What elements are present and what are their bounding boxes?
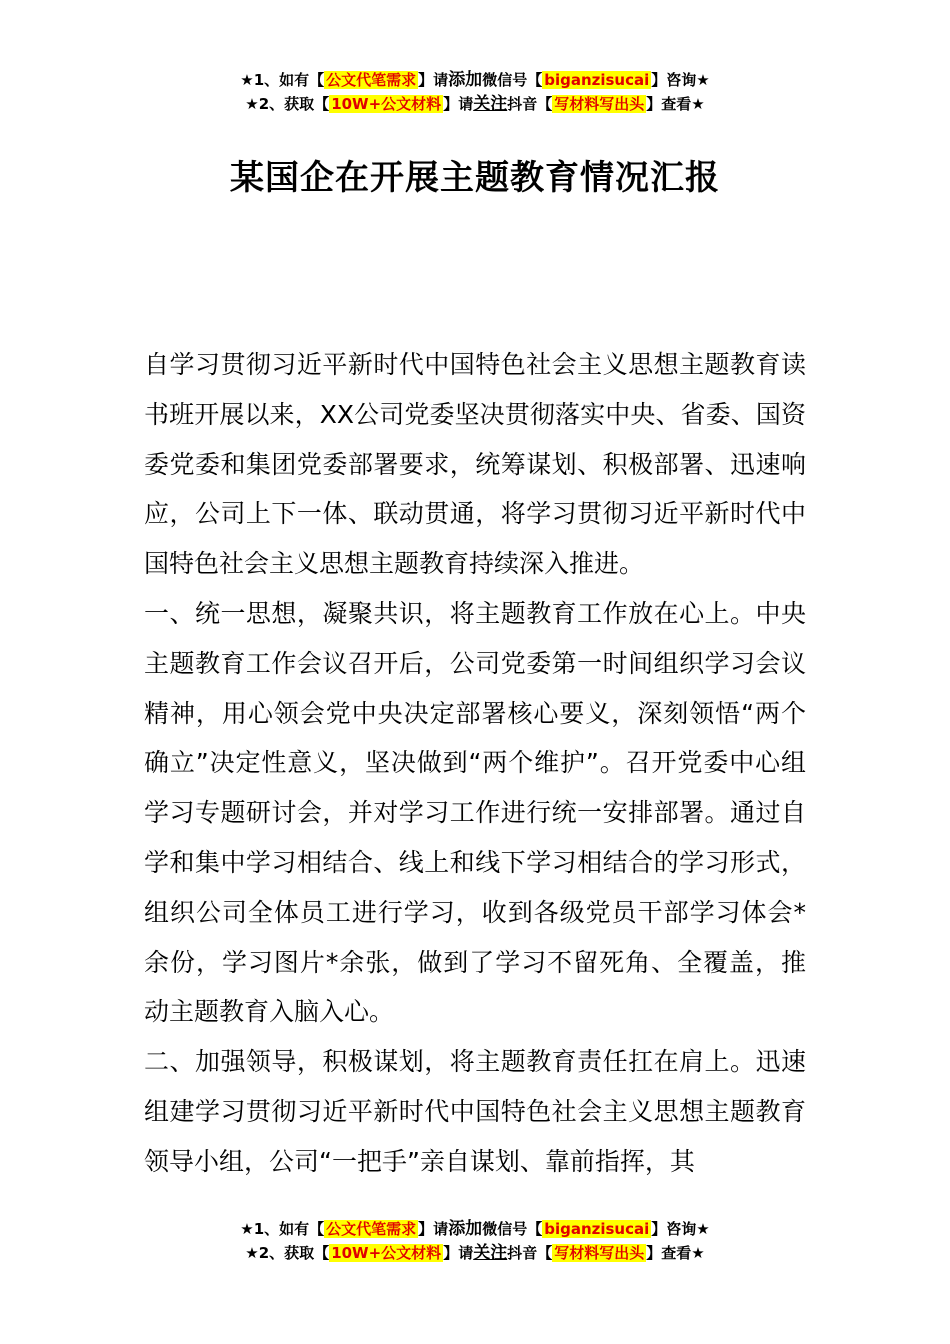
- promo-wechat-id: biganzisucai: [544, 71, 650, 89]
- promo-line-2: ★2、获取【 10W+公文材料 】请关注抖音【 写材料写出头 】查看★: [245, 94, 705, 114]
- promo-line-1: ★1、如有【 公文代笔需求 】请添加微信号【 biganzisucai 】咨询★: [240, 1219, 710, 1239]
- promo-wechat-id: biganzisucai: [544, 1220, 650, 1238]
- promo-highlight: 10W+公文材料: [331, 1244, 442, 1262]
- promo-highlight: 10W+公文材料: [331, 95, 442, 113]
- promo-highlight: 公文代笔需求: [326, 1220, 417, 1238]
- paragraph-intro: 自学习贯彻习近平新时代中国特色社会主义思想主题教育读书班开展以来，XX公司党委坚决贯彻落实中央、省委、国资委党委和集团党委部署要求，统筹谋划、积极部署、迅速响应，公司上下一体、联动贯通，将学习贯彻习近平新时代中国特色社会主义思想主题教育持续深入推进。: [144, 350, 806, 579]
- paragraph-section-1: 一、统一思想，凝聚共识，将主题教育工作放在心上。中央主题教育工作会议召开后，公司党委第一时间组织学习会议精神，用心领会党中央决定部署核心要义，深刻领悟“两个确立”决定性意义，坚决做到“两个维护”。召开党委中心组学习专题研讨会，并对学习工作进行统一安排部署。通过自学和集中学习相结合、线上和线下学习相结合的学习形式，组织公司全体员工进行学习，收到各级党员干部学习体会*余份，学习图片*余张，做到了学习不留死角、全覆盖，推动主题教育入脑入心。: [144, 598, 806, 1027]
- promo-emphasis: 添加: [448, 70, 483, 90]
- document-body: [144, 340, 806, 1187]
- promo-douyin-id: 写材料写出头: [554, 95, 645, 113]
- promo-emphasis: 关注: [473, 94, 508, 114]
- promo-footer: [0, 1217, 950, 1265]
- promo-header: [0, 68, 950, 116]
- promo-line-1: ★1、如有【 公文代笔需求 】请添加微信号【 biganzisucai 】咨询★: [240, 70, 710, 90]
- paragraph-section-2: 二、加强领导，积极谋划，将主题教育责任扛在肩上。迅速组建学习贯彻习近平新时代中国特色社会主义思想主题教育领导小组，公司“一把手”亲自谋划、靠前指挥，其: [144, 1047, 806, 1176]
- promo-douyin-id: 写材料写出头: [554, 1244, 645, 1262]
- promo-emphasis: 关注: [473, 1243, 508, 1263]
- promo-emphasis: 添加: [448, 1219, 483, 1239]
- document-title: 某国企在开展主题教育情况汇报: [230, 158, 720, 198]
- promo-highlight: 公文代笔需求: [326, 71, 417, 89]
- promo-line-2: ★2、获取【 10W+公文材料 】请关注抖音【 写材料写出头 】查看★: [245, 1243, 705, 1263]
